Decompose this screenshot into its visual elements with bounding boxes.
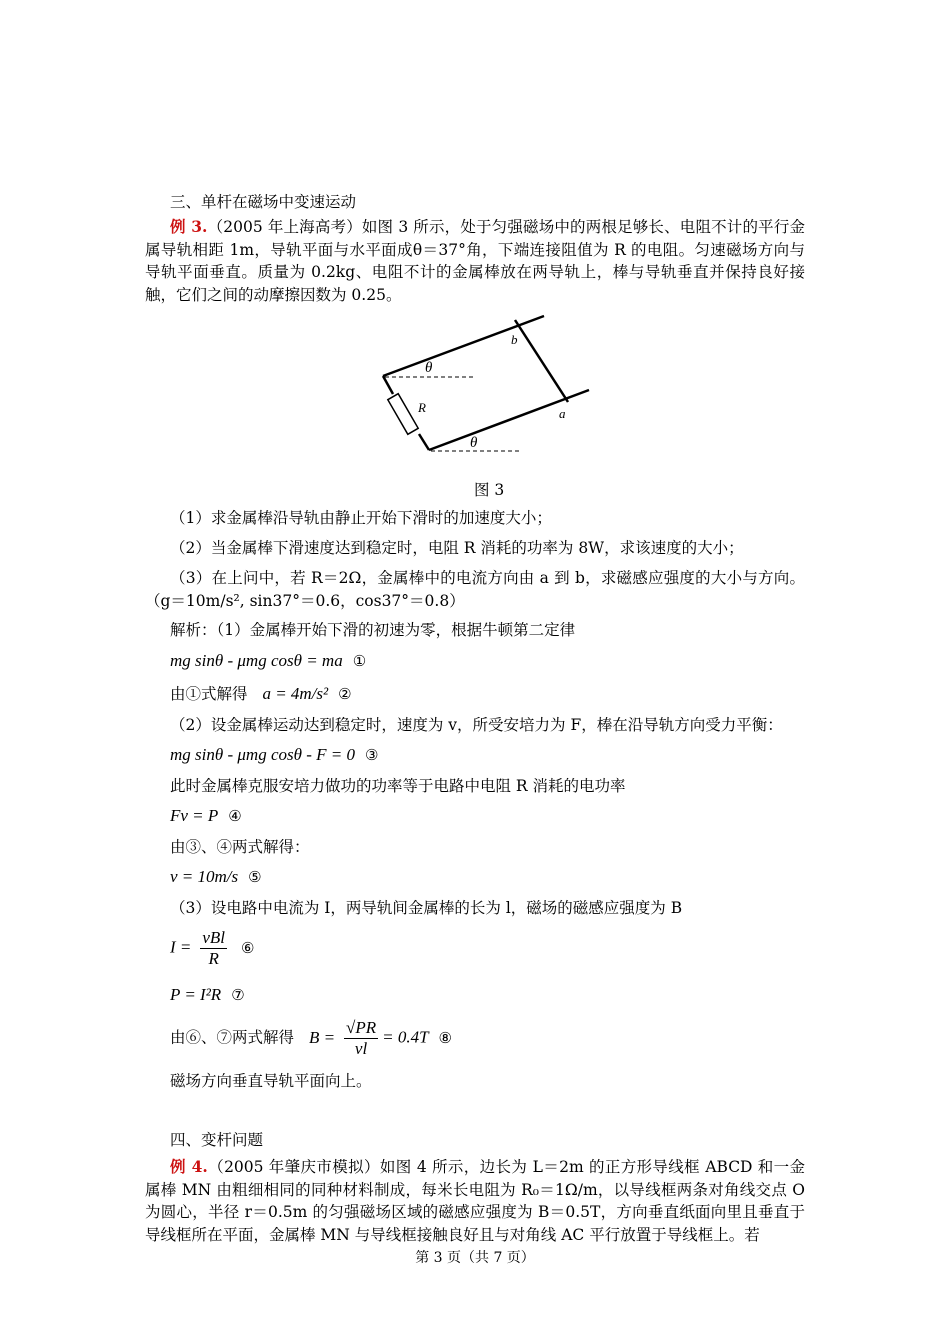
equation-number-2: ② — [338, 685, 352, 703]
equation-3-row — [170, 744, 378, 766]
question-1: （1）求金属棒沿导轨由静止开始下滑时的加速度大小； — [170, 509, 552, 527]
resistor-r — [388, 394, 418, 435]
resistor-lead-top — [383, 376, 393, 394]
equation-8-rhs: = 0.4T — [382, 1027, 429, 1047]
equation-2: a = 4m/s² — [262, 684, 329, 703]
equation-number-8: ⑧ — [438, 1028, 452, 1047]
theta-label-top: θ — [425, 360, 433, 376]
equation-number-3: ③ — [364, 746, 379, 764]
upper-rail — [383, 316, 544, 376]
equation-7: P = I²R — [170, 985, 222, 1004]
equation-7-row — [170, 984, 245, 1006]
solution-intro: 解析：（1）金属棒开始下滑的初速为零，根据牛顿第二定律 — [170, 621, 576, 639]
from-eq67-text: 由⑥、⑦两式解得 — [170, 1028, 295, 1047]
equation-8-numerator: √PR — [346, 1018, 377, 1037]
figure-3-diagram — [375, 312, 605, 462]
equation-6-numerator: vBl — [202, 928, 225, 947]
question-3: （3）在上问中，若 R＝2Ω，金属棒中的电流方向由 a 到 b，求磁感应强度的大小与方向。（g＝10m/s², sin37°＝0.6，cos37°＝0.8） — [145, 569, 805, 610]
equation-number-6: ⑥ — [240, 938, 255, 957]
from-eq1-text: 由①式解得 — [170, 685, 248, 703]
equation-8-row — [170, 1018, 452, 1059]
equation-8-fraction — [344, 1018, 378, 1059]
equation-2-row — [170, 683, 352, 705]
equation-number-7: ⑦ — [231, 986, 245, 1004]
section-heading-4: 四、变杆问题 — [170, 1131, 264, 1149]
solution-part-3: （3）设电路中电流为 I，两导轨间金属棒的长为 l，磁场的磁感应强度为 B — [170, 899, 683, 917]
theta-label-bottom: θ — [470, 435, 478, 451]
example-4-paragraph — [145, 1156, 805, 1246]
equation-5: v = 10m/s — [170, 867, 239, 886]
equation-6-row — [170, 928, 254, 969]
equation-number-4: ④ — [228, 807, 242, 825]
equation-number-1: ① — [352, 652, 367, 670]
point-b-label: b — [511, 332, 518, 347]
from-eq34-text: 由③、④两式解得： — [170, 838, 310, 856]
resistor-lead-bottom — [419, 434, 429, 450]
equation-8-lhs: B = — [308, 1027, 336, 1047]
equation-5-row — [170, 866, 262, 888]
equation-4: Fv = P — [170, 806, 219, 825]
example-3-label: 例 3. — [170, 217, 208, 236]
example-4-label: 例 4. — [170, 1157, 208, 1176]
equation-3: mg sinθ - μmg cosθ - F = 0 — [170, 745, 355, 764]
solution-part-2: （2）设金属棒运动达到稳定时，速度为 v，所受安培力为 F，棒在沿导轨方向受力平衡： — [170, 716, 783, 734]
point-a-label: a — [559, 406, 566, 421]
power-statement: 此时金属棒克服安培力做功的功率等于电路中电阻 R 消耗的电功率 — [170, 777, 626, 795]
equation-4-row — [170, 805, 242, 827]
equation-6-lhs: I = — [170, 937, 192, 957]
field-direction-conclusion: 磁场方向垂直导轨平面向上。 — [170, 1072, 372, 1090]
figure-3-caption: 图 3 — [474, 481, 505, 499]
page-footer: 第 3 页（共 7 页） — [415, 1250, 535, 1266]
equation-6-denominator: R — [208, 949, 219, 968]
equation-number-5: ⑤ — [248, 868, 262, 886]
example-4-text: （2005 年肇庆市模拟）如图 4 所示，边长为 L＝2m 的正方形导线框 ABCD 和一金属棒 MN 由粗细相同的同种材料制成，每米长电阻为 R₀＝1Ω/m，以导线框两条对角线交点 O 为圆心，半径 r＝0.5m 的匀强磁场区域的磁感应强度为 B＝0.5T，方向垂直纸面向里且垂直于导线框所在平面，金属棒 MN 与导线框接触良好且与对角线 AC 平行放置于导线框上。若 — [145, 1158, 806, 1244]
example-3-paragraph — [145, 216, 805, 306]
equation-6-fraction — [200, 928, 227, 969]
section-heading-3: 三、单杆在磁场中变速运动 — [170, 193, 357, 211]
equation-1: mg sinθ - μmg cosθ = ma — [170, 651, 343, 670]
equation-8-denominator: vl — [354, 1039, 368, 1058]
resistor-label: R — [418, 400, 426, 415]
equation-1-row — [170, 650, 366, 672]
question-2: （2）当金属棒下滑速度达到稳定时，电阻 R 消耗的功率为 8W，求该速度的大小； — [170, 539, 744, 557]
metal-rod-ab — [515, 320, 568, 402]
example-3-text: （2005 年上海高考）如图 3 所示，处于匀强磁场中的两根足够长、电阻不计的平行金属导轨相距 1m，导轨平面与水平面成θ＝37°角，下端连接阻值为 R 的电阻。匀速磁场方向与导轨平面垂直。质量为 0.2kg、电阻不计的金属棒放在两导轨上，棒与导轨垂直并保持良好接触，它们之间的动摩擦因数为 0.25。 — [145, 218, 806, 304]
